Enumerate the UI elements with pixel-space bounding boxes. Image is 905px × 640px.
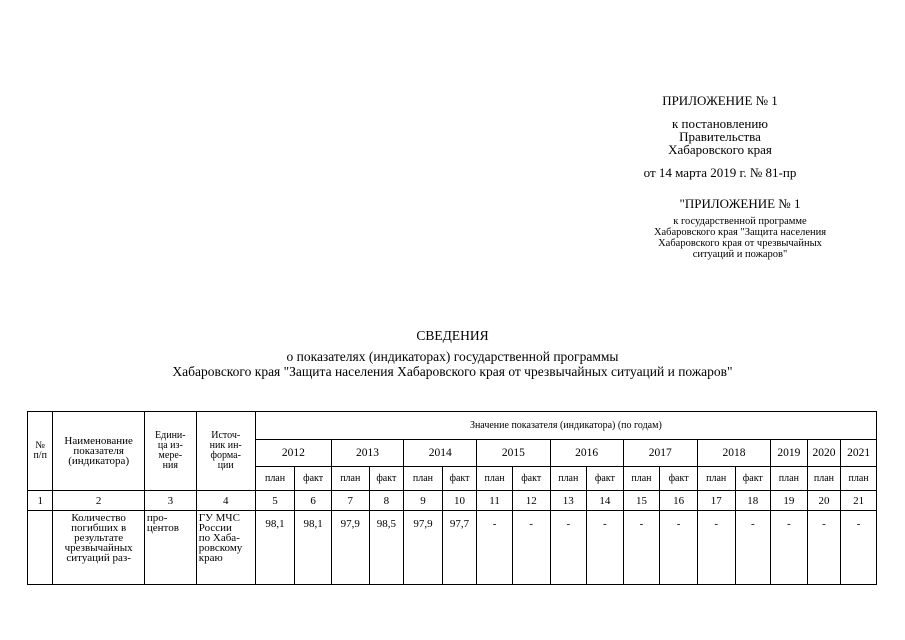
col-header-source [196,412,255,491]
source-cell [196,511,255,585]
appendix-line: Хабаровского края [668,142,772,157]
year-cell: 2020 [807,440,841,467]
year-cell: 2013 [331,440,403,467]
cell-line: ситуаций раз- [66,552,131,564]
value-cell: - [771,511,808,585]
header-line: (индикатора) [68,455,130,467]
header-line: Едини- [155,430,186,441]
cell-line: России [198,522,232,534]
year-cell: 2015 [477,440,550,467]
column-number: 2 [53,491,145,511]
heading-line: о показателях (индикаторах) государственной программы [286,349,619,364]
plan-cell: план [477,467,513,491]
year-cell: 2019 [771,440,808,467]
plan-cell: план [255,467,295,491]
value-cell: 98,5 [369,511,404,585]
column-number: 19 [771,491,808,511]
column-number: 6 [295,491,332,511]
fact-cell: факт [587,467,624,491]
fact-cell: факт [735,467,771,491]
plan-cell: план [697,467,735,491]
column-number: 7 [331,491,369,511]
header-line: ния [162,460,178,471]
plan-cell: план [404,467,443,491]
value-cell: - [550,511,587,585]
plan-cell: план [623,467,660,491]
cell-line: краю [198,552,223,564]
plan-cell: план [807,467,841,491]
appendix-date: от 14 марта 2019 г. № 81-пр [643,165,797,180]
program-appendix-line: к государственной программе [673,216,807,227]
value-cell: 98,1 [255,511,295,585]
fact-cell: факт [369,467,404,491]
value-cell: 97,9 [404,511,443,585]
column-number: 16 [660,491,698,511]
value-cell: - [697,511,735,585]
plan-cell: план [771,467,808,491]
column-number: 4 [196,491,255,511]
cell-line: про- [146,512,168,524]
year-cell: 2017 [623,440,697,467]
column-number: 1 [28,491,53,511]
cell-line: по Хаба- [198,532,240,544]
cell-line: ГУ МЧС [198,512,240,524]
column-number: 10 [442,491,477,511]
fact-cell: факт [442,467,477,491]
column-number: 13 [550,491,587,511]
year-cell: 2014 [404,440,477,467]
indicators-table [27,411,877,585]
cell-line: погибших в [71,522,127,534]
program-appendix-line: Хабаровского края "Защита населения [653,227,827,238]
value-cell: - [735,511,771,585]
header-line: ник ин- [209,440,242,451]
values-header: Значение показателя (индикатора) (по годам) [255,412,876,440]
appendix-title: ПРИЛОЖЕНИЕ № 1 [662,93,778,108]
header-line: форма- [210,450,241,461]
program-appendix-line: Хабаровского края от чрезвычайных [658,238,822,249]
col-header-no [28,412,53,491]
column-number: 17 [697,491,735,511]
heading-title: СВЕДЕНИЯ [416,328,489,343]
header-line: мере- [158,450,183,461]
cell-line: ровскому [198,542,243,554]
header-line: Наименование [64,435,133,447]
value-cell: - [512,511,550,585]
fact-cell: факт [512,467,550,491]
column-number: 15 [623,491,660,511]
value-cell: - [660,511,698,585]
program-appendix-block [630,197,850,260]
document-heading [0,328,905,379]
unit-cell [144,511,196,585]
column-number: 14 [587,491,624,511]
cell-line: результате [74,532,124,544]
header-line: Источ- [211,430,241,441]
header-line: п/п [33,450,47,461]
column-numbers-row [28,491,877,511]
year-cell: 2018 [697,440,770,467]
cell-line: чрезвычайных [64,542,133,554]
value-cell: - [477,511,513,585]
col-header-unit [144,412,196,491]
program-appendix-title: "ПРИЛОЖЕНИЕ № 1 [679,196,801,211]
table-row [28,511,877,585]
column-number: 3 [144,491,196,511]
cell-line: центов [146,522,179,534]
appendix-line: Правительства [679,129,761,144]
column-number: 21 [841,491,877,511]
value-cell: 97,7 [442,511,477,585]
year-cell: 2016 [550,440,623,467]
value-cell: - [587,511,624,585]
table-header-row [28,412,877,440]
value-cell: - [807,511,841,585]
value-cell: 97,9 [331,511,369,585]
appendix-line: к постановлению [671,116,769,131]
col-header-name [53,412,145,491]
column-number: 11 [477,491,513,511]
row-number-cell [28,511,53,585]
header-line: ции [217,460,234,471]
column-number: 5 [255,491,295,511]
header-line: № [35,440,45,451]
year-cell: 2012 [255,440,331,467]
indicator-name-cell [53,511,145,585]
column-number: 8 [369,491,404,511]
column-number: 18 [735,491,771,511]
fact-cell: факт [660,467,698,491]
column-number: 12 [512,491,550,511]
year-cell: 2021 [841,440,877,467]
header-line: ца из- [157,440,183,451]
appendix-block [620,94,820,179]
plan-cell: план [841,467,877,491]
value-cell: 98,1 [295,511,332,585]
column-number: 9 [404,491,443,511]
value-cell: - [841,511,877,585]
column-number: 20 [807,491,841,511]
value-cell: - [623,511,660,585]
plan-cell: план [331,467,369,491]
cell-line: Количество [71,512,126,524]
header-line: показателя [73,445,124,457]
program-appendix-line: ситуаций и пожаров" [692,249,788,260]
fact-cell: факт [295,467,332,491]
plan-cell: план [550,467,587,491]
heading-line: Хабаровского края "Защита населения Хабаровского края от чрезвычайных ситуаций и пожаров" [172,364,733,379]
